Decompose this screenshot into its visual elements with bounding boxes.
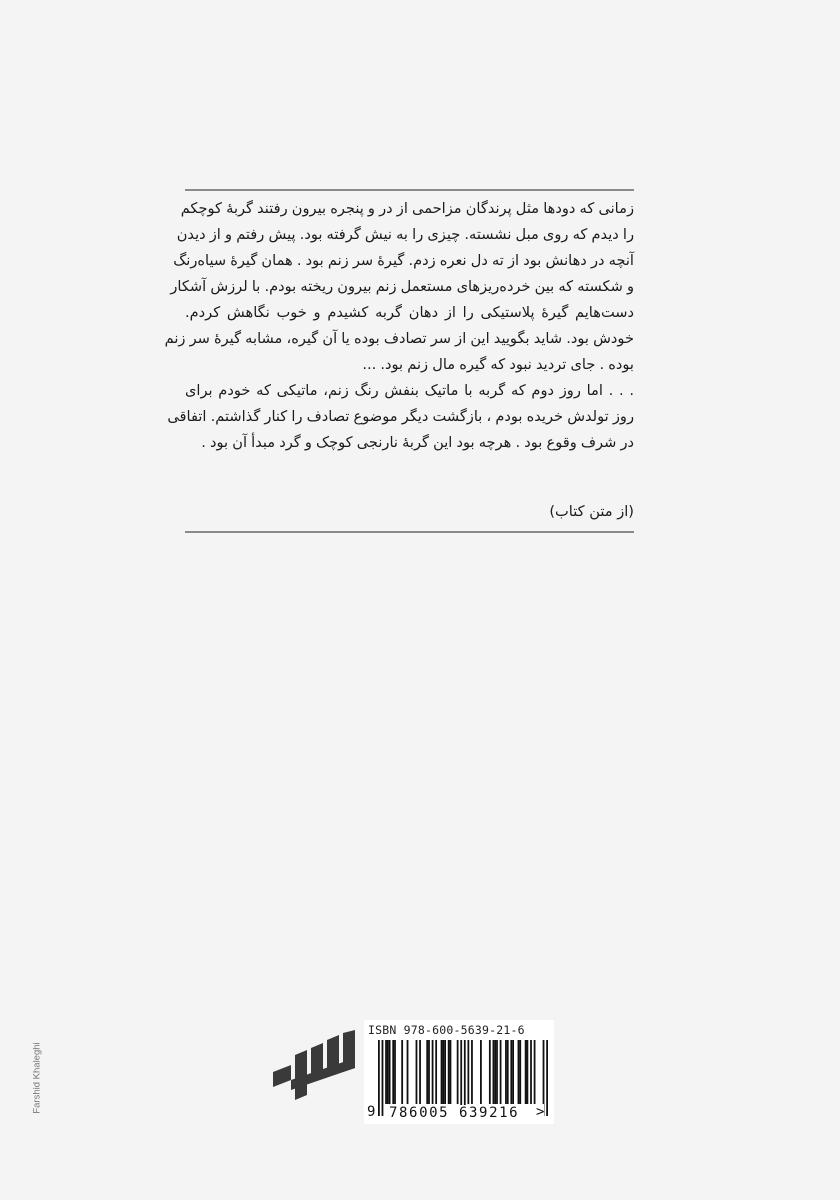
barcode-bar [428,1040,430,1104]
barcode-bar [378,1040,380,1116]
barcode-bar [505,1040,507,1104]
excerpt-line: . . . اما روز دوم که گربه با ماتیک بنفش رنگ زنم، ماتیکی که خودم برای [185,382,634,399]
barcode-bar [442,1040,444,1104]
excerpt-paragraph-1 [164,196,634,378]
isbn-barcode [364,1020,554,1124]
designer-credit [29,1032,45,1124]
barcode-bar [401,1040,403,1104]
excerpt-source: (از متن کتاب) [549,503,634,520]
barcode-bar [471,1040,473,1104]
barcode-bar [527,1040,529,1104]
barcode-bar [419,1040,421,1104]
barcode-bar [407,1040,409,1104]
barcode-bar [448,1040,450,1104]
barcode-bar [389,1040,391,1104]
excerpt-line: در شرف وقوع بود . هرچه بود این گربهٔ نارنجی کوچک و گرد مبدأ آن بود . [201,434,634,451]
barcode-bar [525,1040,527,1104]
excerpt-line: زمانی که دودها مثل پرندگان مزاحمی از در و پنجره بیرون رفتند گربهٔ کوچکم [180,200,634,217]
barcode-bar [392,1040,394,1104]
barcode-bar [394,1040,396,1104]
excerpt-line: و شکسته که بین خرده‌ریزهای مستعمل زنم بیرون ریخته بودم. با لرزش آشکار [170,278,634,295]
ean-quiet-zone-marker: > [536,1104,545,1120]
ean-right-digits: 639216 [459,1105,520,1121]
barcode-bar [530,1040,532,1104]
barcode-bar [426,1040,428,1104]
barcode-bar [480,1040,482,1104]
excerpt-line: را دیدم که روی مبل نشسته. چیزی را به نیش گرفته بود. پیش رفتم و از دیدن [176,226,634,243]
top-divider [185,189,634,191]
publisher-logo-icon [269,1030,357,1102]
barcode-bar [385,1040,387,1104]
barcode-bar [507,1040,509,1104]
barcode-bar [494,1040,496,1104]
barcode-bar [387,1040,389,1104]
barcode-bar [382,1040,384,1116]
bottom-divider [185,531,634,533]
barcode-bar [432,1040,434,1104]
ean-leading-digit: 9 [367,1104,376,1120]
isbn-label: ISBN 978-600-5639-21-6 [368,1023,525,1037]
barcode-bar [489,1040,491,1104]
excerpt-paragraph-2 [167,378,634,456]
barcode-bar [467,1040,469,1104]
barcode-bar [519,1040,521,1104]
barcode-bar [493,1040,495,1104]
barcode-bar [441,1040,443,1104]
barcode-bar [416,1040,418,1104]
barcode-bar [534,1040,536,1104]
barcode-bar [510,1040,512,1104]
barcode-bar [546,1040,548,1116]
designer-credit-text: Farshid Khaleghi [31,1042,43,1114]
excerpt-line: بوده . جای تردید نبود که گیره مال زنم بود. ... [362,356,634,373]
barcode-bar [512,1040,514,1104]
ean-left-digits: 786005 [389,1105,450,1121]
barcode-bar [444,1040,446,1104]
book-excerpt [164,196,634,456]
barcode-bar [500,1040,502,1104]
barcode-bar [496,1040,498,1104]
excerpt-line: خودش بود. شاید بگویید این از سر تصادف بوده یا آن گیره، مشابه گیرهٔ سر زنم [164,330,634,347]
barcode-bar [457,1040,459,1104]
excerpt-line: آنچه در دهانش بود از ته دل نعره زدم. گیرهٔ سر زنم بود . همان گیرهٔ سیاه‌رنگ [173,252,634,269]
barcode-bar [450,1040,452,1104]
excerpt-line: روز تولدش خریده بودم ، بازگشت دیگر موضوع تصادف را کنار گذاشتم. اتفاقی [167,408,634,425]
barcode-bar [435,1040,437,1104]
barcode-bar [518,1040,520,1104]
excerpt-line: دست‌هایم گیرهٔ پلاستیکی را از دهان گربه کشیدم و خوب نگاهش کردم. [185,304,634,321]
